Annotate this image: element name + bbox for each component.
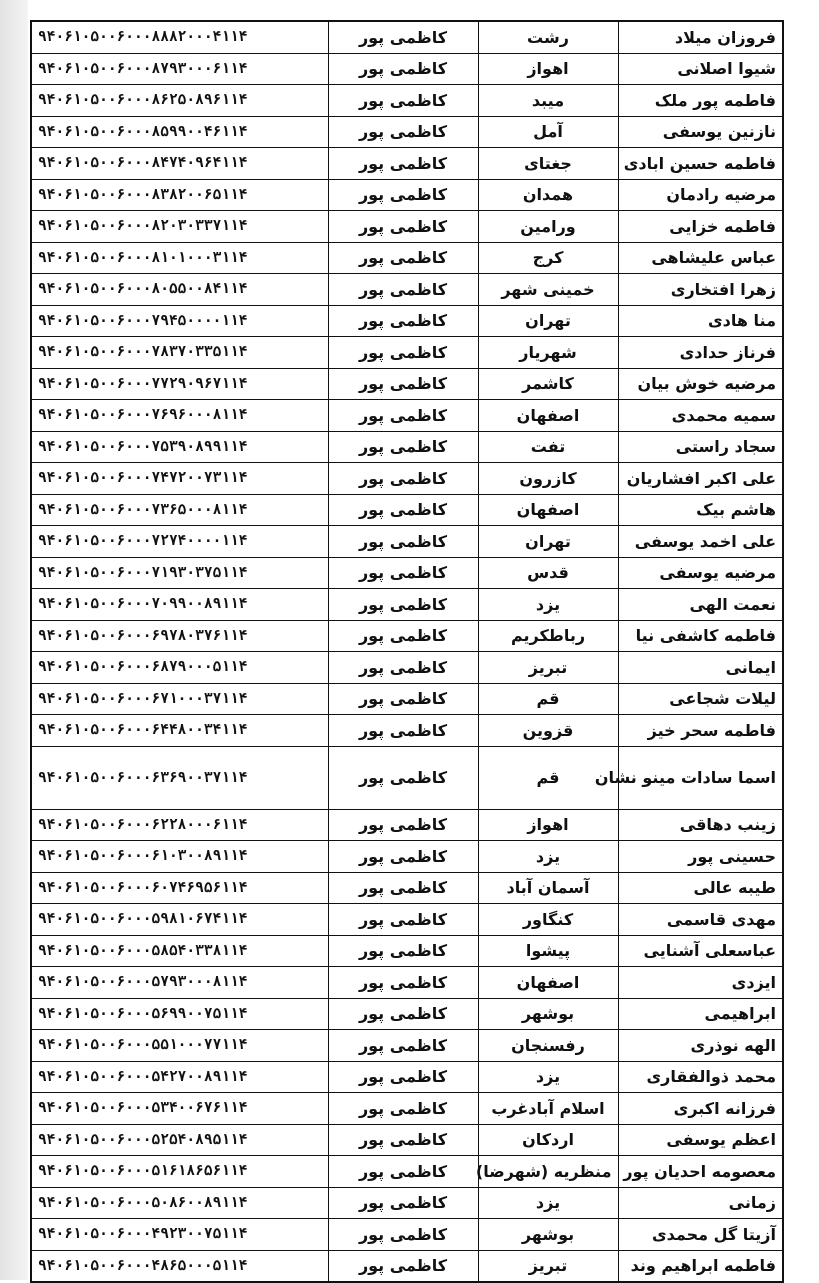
person-name-cell: زهرا افتخاری	[618, 274, 783, 306]
person-name-cell: الهه نوذری	[618, 1030, 783, 1062]
table-row	[31, 274, 783, 306]
account-number-cell: ۹۴۰۶۱۰۵۰۰۶۰۰۰۸۷۹۳۰۰۰۶۱۱۴	[31, 53, 328, 85]
account-number-cell: ۹۴۰۶۱۰۵۰۰۶۰۰۰۵۶۹۹۰۰۷۵۱۱۴	[31, 998, 328, 1030]
city-cell: کرج	[478, 242, 618, 274]
branch-cell: کاظمی پور	[328, 935, 478, 967]
branch-cell: کاظمی پور	[328, 620, 478, 652]
branch-cell: کاظمی پور	[328, 1219, 478, 1251]
branch-cell: کاظمی پور	[328, 526, 478, 558]
person-name-cell: نعمت الهی	[618, 589, 783, 621]
account-number-cell: ۹۴۰۶۱۰۵۰۰۶۰۰۰۷۶۹۶۰۰۰۸۱۱۴	[31, 400, 328, 432]
person-name-cell: مهدی قاسمی	[618, 904, 783, 936]
account-number-cell: ۹۴۰۶۱۰۵۰۰۶۰۰۰۴۹۲۳۰۰۷۵۱۱۴	[31, 1219, 328, 1251]
city-cell: بوشهر	[478, 998, 618, 1030]
account-number-cell: ۹۴۰۶۱۰۵۰۰۶۰۰۰۶۷۱۰۰۰۳۷۱۱۴	[31, 683, 328, 715]
account-number-cell: ۹۴۰۶۱۰۵۰۰۶۰۰۰۸۱۰۱۰۰۰۳۱۱۴	[31, 242, 328, 274]
city-cell: قم	[478, 683, 618, 715]
person-name-cell: لیلات شجاعی	[618, 683, 783, 715]
table-row	[31, 1187, 783, 1219]
city-cell: آسمان آباد	[478, 872, 618, 904]
table-row	[31, 620, 783, 652]
account-number-cell: ۹۴۰۶۱۰۵۰۰۶۰۰۰۷۷۲۹۰۹۶۷۱۱۴	[31, 368, 328, 400]
person-name-cell: فرناز حدادی	[618, 337, 783, 369]
branch-cell: کاظمی پور	[328, 557, 478, 589]
person-name-cell: ایزدی	[618, 967, 783, 999]
table-row	[31, 652, 783, 684]
table-row	[31, 85, 783, 117]
person-name-cell: علی اخمد یوسفی	[618, 526, 783, 558]
table-row	[31, 148, 783, 180]
account-number-cell: ۹۴۰۶۱۰۵۰۰۶۰۰۰۸۰۵۵۰۰۸۴۱۱۴	[31, 274, 328, 306]
account-number-cell: ۹۴۰۶۱۰۵۰۰۶۰۰۰۸۴۷۴۰۹۶۴۱۱۴	[31, 148, 328, 180]
branch-cell: کاظمی پور	[328, 1061, 478, 1093]
city-cell: کاشمر	[478, 368, 618, 400]
city-cell: اصفهان	[478, 400, 618, 432]
person-name-cell: مرضیه یوسفی	[618, 557, 783, 589]
branch-cell: کاظمی پور	[328, 368, 478, 400]
city-cell: قزوین	[478, 715, 618, 747]
branch-cell: کاظمی پور	[328, 998, 478, 1030]
person-name-cell: عباس علیشاهی	[618, 242, 783, 274]
city-cell: میبد	[478, 85, 618, 117]
person-name-cell: هاشم بیک	[618, 494, 783, 526]
table-row	[31, 305, 783, 337]
branch-cell: کاظمی پور	[328, 1250, 478, 1282]
branch-cell: کاظمی پور	[328, 746, 478, 809]
table-row	[31, 1156, 783, 1188]
person-name-cell: اعظم یوسفی	[618, 1124, 783, 1156]
person-name-cell: حسینی پور	[618, 841, 783, 873]
table-row	[31, 21, 783, 53]
account-number-cell: ۹۴۰۶۱۰۵۰۰۶۰۰۰۵۲۵۴۰۸۹۵۱۱۴	[31, 1124, 328, 1156]
account-number-cell: ۹۴۰۶۱۰۵۰۰۶۰۰۰۵۵۱۰۰۰۷۷۱۱۴	[31, 1030, 328, 1062]
account-number-cell: ۹۴۰۶۱۰۵۰۰۶۰۰۰۷۳۶۵۰۰۰۸۱۱۴	[31, 494, 328, 526]
branch-cell: کاظمی پور	[328, 274, 478, 306]
account-number-cell: ۹۴۰۶۱۰۵۰۰۶۰۰۰۶۹۷۸۰۳۷۶۱۱۴	[31, 620, 328, 652]
city-cell: جغتای	[478, 148, 618, 180]
table-row	[31, 368, 783, 400]
accounts-table-body	[31, 21, 783, 1282]
city-cell: اسلام آبادغرب	[478, 1093, 618, 1125]
account-number-cell: ۹۴۰۶۱۰۵۰۰۶۰۰۰۶۱۰۳۰۰۸۹۱۱۴	[31, 841, 328, 873]
city-cell: آمل	[478, 116, 618, 148]
branch-cell: کاظمی پور	[328, 494, 478, 526]
account-number-cell: ۹۴۰۶۱۰۵۰۰۶۰۰۰۷۴۷۲۰۰۷۳۱۱۴	[31, 463, 328, 495]
branch-cell: کاظمی پور	[328, 85, 478, 117]
accounts-table	[30, 20, 784, 1283]
person-name-cell: ایمانی	[618, 652, 783, 684]
table-row	[31, 211, 783, 243]
table-row	[31, 746, 783, 809]
city-cell: شهریار	[478, 337, 618, 369]
city-cell: یزد	[478, 1061, 618, 1093]
branch-cell: کاظمی پور	[328, 589, 478, 621]
branch-cell: کاظمی پور	[328, 809, 478, 841]
person-name-cell: فرزانه اکبری	[618, 1093, 783, 1125]
account-number-cell: ۹۴۰۶۱۰۵۰۰۶۰۰۰۸۸۸۲۰۰۰۴۱۱۴	[31, 21, 328, 53]
person-name-cell: فروزان میلاد	[618, 21, 783, 53]
account-number-cell: ۹۴۰۶۱۰۵۰۰۶۰۰۰۷۲۷۴۰۰۰۰۱۱۴	[31, 526, 328, 558]
account-number-cell: ۹۴۰۶۱۰۵۰۰۶۰۰۰۴۸۶۵۰۰۰۵۱۱۴	[31, 1250, 328, 1282]
table-row	[31, 431, 783, 463]
person-name-cell: فاطمه حسین ابادی	[618, 148, 783, 180]
account-number-cell: ۹۴۰۶۱۰۵۰۰۶۰۰۰۵۳۴۰۰۶۷۶۱۱۴	[31, 1093, 328, 1125]
person-name-cell: مرضیه خوش بیان	[618, 368, 783, 400]
account-number-cell: ۹۴۰۶۱۰۵۰۰۶۰۰۰۷۱۹۳۰۳۷۵۱۱۴	[31, 557, 328, 589]
account-number-cell: ۹۴۰۶۱۰۵۰۰۶۰۰۰۵۷۹۳۰۰۰۸۱۱۴	[31, 967, 328, 999]
person-name-cell: آزیتا گل محمدی	[618, 1219, 783, 1251]
branch-cell: کاظمی پور	[328, 652, 478, 684]
city-cell: یزد	[478, 1187, 618, 1219]
city-cell: یزد	[478, 589, 618, 621]
person-name-cell: سجاد راستی	[618, 431, 783, 463]
branch-cell: کاظمی پور	[328, 305, 478, 337]
table-row	[31, 116, 783, 148]
table-row	[31, 1124, 783, 1156]
branch-cell: کاظمی پور	[328, 431, 478, 463]
account-number-cell: ۹۴۰۶۱۰۵۰۰۶۰۰۰۵۰۸۶۰۰۸۹۱۱۴	[31, 1187, 328, 1219]
person-name-cell: معصومه احدیان پور	[618, 1156, 783, 1188]
person-name-cell: اسما سادات مینو نشان	[618, 746, 783, 809]
city-cell: پیشوا	[478, 935, 618, 967]
city-cell: رباطکریم	[478, 620, 618, 652]
account-number-cell: ۹۴۰۶۱۰۵۰۰۶۰۰۰۵۴۲۷۰۰۸۹۱۱۴	[31, 1061, 328, 1093]
city-cell: قم	[478, 746, 618, 809]
person-name-cell: فاطمه پور ملک	[618, 85, 783, 117]
account-number-cell: ۹۴۰۶۱۰۵۰۰۶۰۰۰۶۴۴۸۰۰۳۴۱۱۴	[31, 715, 328, 747]
branch-cell: کاظمی پور	[328, 21, 478, 53]
table-row	[31, 526, 783, 558]
branch-cell: کاظمی پور	[328, 1093, 478, 1125]
table-row	[31, 715, 783, 747]
account-number-cell: ۹۴۰۶۱۰۵۰۰۶۰۰۰۶۳۶۹۰۰۳۷۱۱۴	[31, 746, 328, 809]
page-edge-shadow	[0, 0, 28, 1280]
table-row	[31, 841, 783, 873]
account-number-cell: ۹۴۰۶۱۰۵۰۰۶۰۰۰۷۸۳۷۰۳۳۵۱۱۴	[31, 337, 328, 369]
person-name-cell: زمانی	[618, 1187, 783, 1219]
city-cell: کنگاور	[478, 904, 618, 936]
city-cell: قدس	[478, 557, 618, 589]
account-number-cell: ۹۴۰۶۱۰۵۰۰۶۰۰۰۵۱۶۱۸۶۵۶۱۱۴	[31, 1156, 328, 1188]
table-row	[31, 589, 783, 621]
table-row	[31, 935, 783, 967]
branch-cell: کاظمی پور	[328, 967, 478, 999]
branch-cell: کاظمی پور	[328, 53, 478, 85]
person-name-cell: محمد ذوالفقاری	[618, 1061, 783, 1093]
table-row	[31, 998, 783, 1030]
person-name-cell: منا هادی	[618, 305, 783, 337]
person-name-cell: شیوا اصلانی	[618, 53, 783, 85]
table-row	[31, 179, 783, 211]
city-cell: اهواز	[478, 53, 618, 85]
branch-cell: کاظمی پور	[328, 179, 478, 211]
person-name-cell: فاطمه کاشفی نیا	[618, 620, 783, 652]
branch-cell: کاظمی پور	[328, 400, 478, 432]
city-cell: همدان	[478, 179, 618, 211]
account-number-cell: ۹۴۰۶۱۰۵۰۰۶۰۰۰۵۸۵۴۰۳۳۸۱۱۴	[31, 935, 328, 967]
account-number-cell: ۹۴۰۶۱۰۵۰۰۶۰۰۰۶۲۲۸۰۰۰۶۱۱۴	[31, 809, 328, 841]
table-row	[31, 872, 783, 904]
person-name-cell: زینب دهاقی	[618, 809, 783, 841]
branch-cell: کاظمی پور	[328, 841, 478, 873]
person-name-cell: فاطمه سحر خیز	[618, 715, 783, 747]
branch-cell: کاظمی پور	[328, 148, 478, 180]
person-name-cell: فاطمه خزایی	[618, 211, 783, 243]
account-number-cell: ۹۴۰۶۱۰۵۰۰۶۰۰۰۸۵۹۹۰۰۴۶۱۱۴	[31, 116, 328, 148]
city-cell: تهران	[478, 526, 618, 558]
table-row	[31, 337, 783, 369]
branch-cell: کاظمی پور	[328, 683, 478, 715]
account-number-cell: ۹۴۰۶۱۰۵۰۰۶۰۰۰۵۹۸۱۰۶۷۴۱۱۴	[31, 904, 328, 936]
city-cell: تفت	[478, 431, 618, 463]
table-row	[31, 494, 783, 526]
table-row	[31, 1093, 783, 1125]
table-row	[31, 683, 783, 715]
city-cell: تهران	[478, 305, 618, 337]
city-cell: رشت	[478, 21, 618, 53]
branch-cell: کاظمی پور	[328, 116, 478, 148]
city-cell: اصفهان	[478, 494, 618, 526]
account-number-cell: ۹۴۰۶۱۰۵۰۰۶۰۰۰۶۸۷۹۰۰۰۵۱۱۴	[31, 652, 328, 684]
city-cell: بوشهر	[478, 1219, 618, 1251]
table-row	[31, 967, 783, 999]
branch-cell: کاظمی پور	[328, 904, 478, 936]
account-number-cell: ۹۴۰۶۱۰۵۰۰۶۰۰۰۶۰۷۴۶۹۵۶۱۱۴	[31, 872, 328, 904]
table-row	[31, 463, 783, 495]
branch-cell: کاظمی پور	[328, 1124, 478, 1156]
city-cell: یزد	[478, 841, 618, 873]
branch-cell: کاظمی پور	[328, 242, 478, 274]
branch-cell: کاظمی پور	[328, 715, 478, 747]
city-cell: منظریه (شهرضا)	[478, 1156, 618, 1188]
city-cell: رفسنجان	[478, 1030, 618, 1062]
branch-cell: کاظمی پور	[328, 872, 478, 904]
table-row	[31, 242, 783, 274]
branch-cell: کاظمی پور	[328, 1156, 478, 1188]
table-row	[31, 53, 783, 85]
account-number-cell: ۹۴۰۶۱۰۵۰۰۶۰۰۰۷۹۴۵۰۰۰۰۱۱۴	[31, 305, 328, 337]
person-name-cell: نازنین یوسفی	[618, 116, 783, 148]
branch-cell: کاظمی پور	[328, 463, 478, 495]
account-number-cell: ۹۴۰۶۱۰۵۰۰۶۰۰۰۸۳۸۲۰۰۶۵۱۱۴	[31, 179, 328, 211]
account-number-cell: ۹۴۰۶۱۰۵۰۰۶۰۰۰۸۶۲۵۰۸۹۶۱۱۴	[31, 85, 328, 117]
table-row	[31, 1030, 783, 1062]
table-row	[31, 1250, 783, 1282]
branch-cell: کاظمی پور	[328, 337, 478, 369]
person-name-cell: طیبه عالی	[618, 872, 783, 904]
branch-cell: کاظمی پور	[328, 1030, 478, 1062]
table-row	[31, 400, 783, 432]
table-row	[31, 1219, 783, 1251]
city-cell: تبریز	[478, 652, 618, 684]
city-cell: اهواز	[478, 809, 618, 841]
account-number-cell: ۹۴۰۶۱۰۵۰۰۶۰۰۰۷۵۳۹۰۸۹۹۱۱۴	[31, 431, 328, 463]
branch-cell: کاظمی پور	[328, 211, 478, 243]
person-name-cell: علی اکبر افشاریان	[618, 463, 783, 495]
city-cell: کازرون	[478, 463, 618, 495]
account-number-cell: ۹۴۰۶۱۰۵۰۰۶۰۰۰۷۰۹۹۰۰۸۹۱۱۴	[31, 589, 328, 621]
city-cell: اردکان	[478, 1124, 618, 1156]
table-row	[31, 1061, 783, 1093]
person-name-cell: سمیه محمدی	[618, 400, 783, 432]
city-cell: ورامین	[478, 211, 618, 243]
table-row	[31, 557, 783, 589]
table-row	[31, 904, 783, 936]
city-cell: اصفهان	[478, 967, 618, 999]
branch-cell: کاظمی پور	[328, 1187, 478, 1219]
person-name-cell: ابراهیمی	[618, 998, 783, 1030]
account-number-cell: ۹۴۰۶۱۰۵۰۰۶۰۰۰۸۲۰۳۰۳۳۷۱۱۴	[31, 211, 328, 243]
person-name-cell: فاطمه ابراهیم وند	[618, 1250, 783, 1282]
city-cell: خمینی شهر	[478, 274, 618, 306]
table-row	[31, 809, 783, 841]
person-name-cell: مرضیه رادمان	[618, 179, 783, 211]
person-name-cell: عباسعلی آشنایی	[618, 935, 783, 967]
city-cell: تبریز	[478, 1250, 618, 1282]
